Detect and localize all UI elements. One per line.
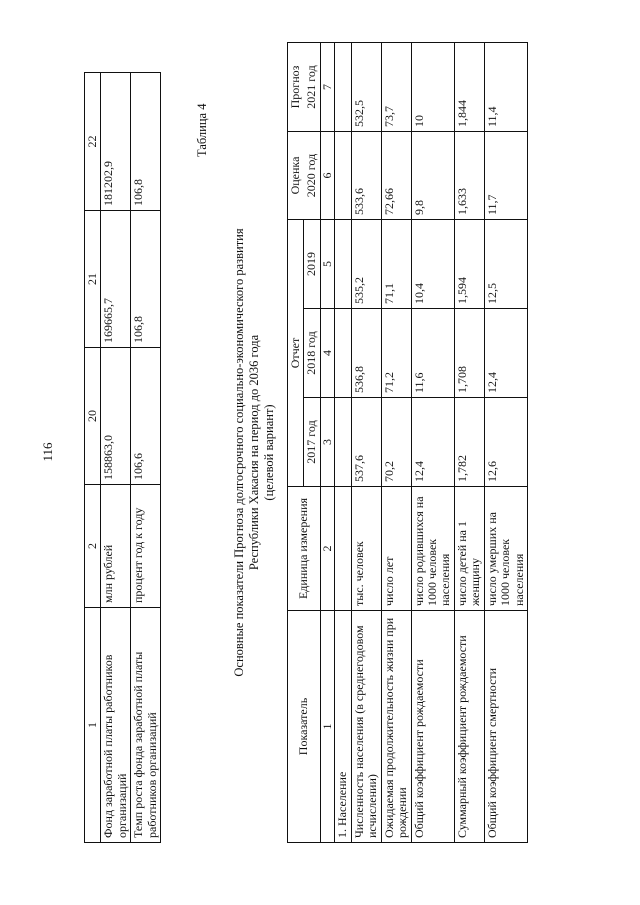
value-cell: 1,844 — [454, 43, 484, 132]
value-cell: 533,6 — [351, 132, 381, 220]
value-cell: 70,2 — [381, 398, 411, 487]
header-report: Отчет — [288, 220, 304, 487]
value-cell: 532,5 — [351, 43, 381, 132]
value-cell: 1,594 — [454, 220, 484, 309]
value-cell: 169665,7 — [101, 211, 131, 348]
value-cell: 11,6 — [411, 309, 454, 398]
value-cell: 9,8 — [411, 132, 454, 220]
value-cell: 106,8 — [131, 211, 161, 348]
table-row — [381, 43, 411, 843]
column-number: 5 — [320, 220, 334, 309]
value-cell: 11,7 — [484, 132, 527, 220]
continuation-table — [84, 72, 161, 843]
table-row — [454, 43, 484, 843]
column-number: 6 — [320, 132, 334, 220]
column-number: 21 — [85, 211, 101, 348]
value-cell: 1,633 — [454, 132, 484, 220]
value-cell: 11,4 — [484, 43, 527, 132]
header-estimate: Оценка — [288, 132, 304, 220]
section-title: 1. Население — [335, 611, 351, 843]
value-cell: 536,8 — [351, 309, 381, 398]
value-cell: 73,7 — [381, 43, 411, 132]
header-row — [288, 43, 304, 843]
table-heading — [232, 120, 277, 785]
value-cell: 158863,0 — [101, 348, 131, 485]
value-cell: 10,4 — [411, 220, 454, 309]
indicator-cell: Ожидаемая продолжительность жизни при рождении — [381, 611, 411, 843]
value-cell: 1,708 — [454, 309, 484, 398]
unit-cell: число детей на 1 женщину — [454, 487, 484, 611]
indicator-cell: Темп роста фонда заработной платы работников организаций — [131, 608, 161, 843]
value-cell: 12,6 — [484, 398, 527, 487]
unit-cell: процент год к году — [131, 485, 161, 608]
column-number: 20 — [85, 348, 101, 485]
value-cell: 106,6 — [131, 348, 161, 485]
column-number: 7 — [320, 43, 334, 132]
year-header: 2017 год — [304, 398, 320, 487]
indicator-cell: Суммарный коэффициент рождаемости — [454, 611, 484, 843]
column-number: 2 — [85, 485, 101, 608]
table-row — [131, 73, 161, 843]
heading-line: Республики Хакасия на период до 2036 года — [247, 334, 261, 571]
unit-cell: число лет — [381, 487, 411, 611]
year-header: 2021 год — [304, 43, 320, 132]
unit-cell: тыс. человек — [351, 487, 381, 611]
value-cell: 535,2 — [351, 220, 381, 309]
table-label: Таблица 4 — [195, 103, 209, 157]
indicator-cell: Численность населения (в среднегодовом исчислении) — [351, 611, 381, 843]
header-indicator: Показатель — [288, 611, 321, 843]
table-row — [351, 43, 381, 843]
value-cell: 72,66 — [381, 132, 411, 220]
heading-line: (целевой вариант) — [262, 404, 276, 501]
value-cell: 10 — [411, 43, 454, 132]
year-header: 2018 год — [304, 309, 320, 398]
value-cell: 537,6 — [351, 398, 381, 487]
year-header: 2020 год — [304, 132, 320, 220]
value-cell: 12,4 — [411, 398, 454, 487]
column-number: 4 — [320, 309, 334, 398]
column-numbers-row — [320, 43, 334, 843]
value-cell: 71,2 — [381, 309, 411, 398]
column-number: 3 — [320, 398, 334, 487]
table-row — [411, 43, 454, 843]
value-cell: 12,4 — [484, 309, 527, 398]
unit-cell: млн рублей — [101, 485, 131, 608]
table-row — [101, 73, 131, 843]
column-number: 1 — [85, 608, 101, 843]
table-row — [85, 73, 101, 843]
unit-cell: число умерших на 1000 человек населения — [484, 487, 527, 611]
section-row — [335, 43, 351, 843]
indicators-table — [287, 42, 528, 843]
indicator-cell: Общий коэффициент смертности — [484, 611, 527, 843]
heading-line: Основные показатели Прогноза долгосрочного социально-экономического развития — [232, 228, 246, 677]
year-header: 2019 — [304, 220, 320, 309]
column-number: 2 — [320, 487, 334, 611]
table-row — [484, 43, 527, 843]
value-cell: 12,5 — [484, 220, 527, 309]
column-number: 1 — [320, 611, 334, 843]
indicator-cell: Общий коэффициент рождаемости — [411, 611, 454, 843]
value-cell: 106,8 — [131, 73, 161, 211]
column-number: 22 — [85, 73, 101, 211]
value-cell: 181202,9 — [101, 73, 131, 211]
unit-cell: число родившихся на 1000 человек населения — [411, 487, 454, 611]
value-cell: 71,1 — [381, 220, 411, 309]
indicator-cell: Фонд заработной платы работников организаций — [101, 608, 131, 843]
header-forecast: Прогноз — [288, 43, 304, 132]
header-unit: Единица измерения — [288, 487, 321, 611]
page-number: 116 — [40, 442, 55, 462]
value-cell: 1,782 — [454, 398, 484, 487]
